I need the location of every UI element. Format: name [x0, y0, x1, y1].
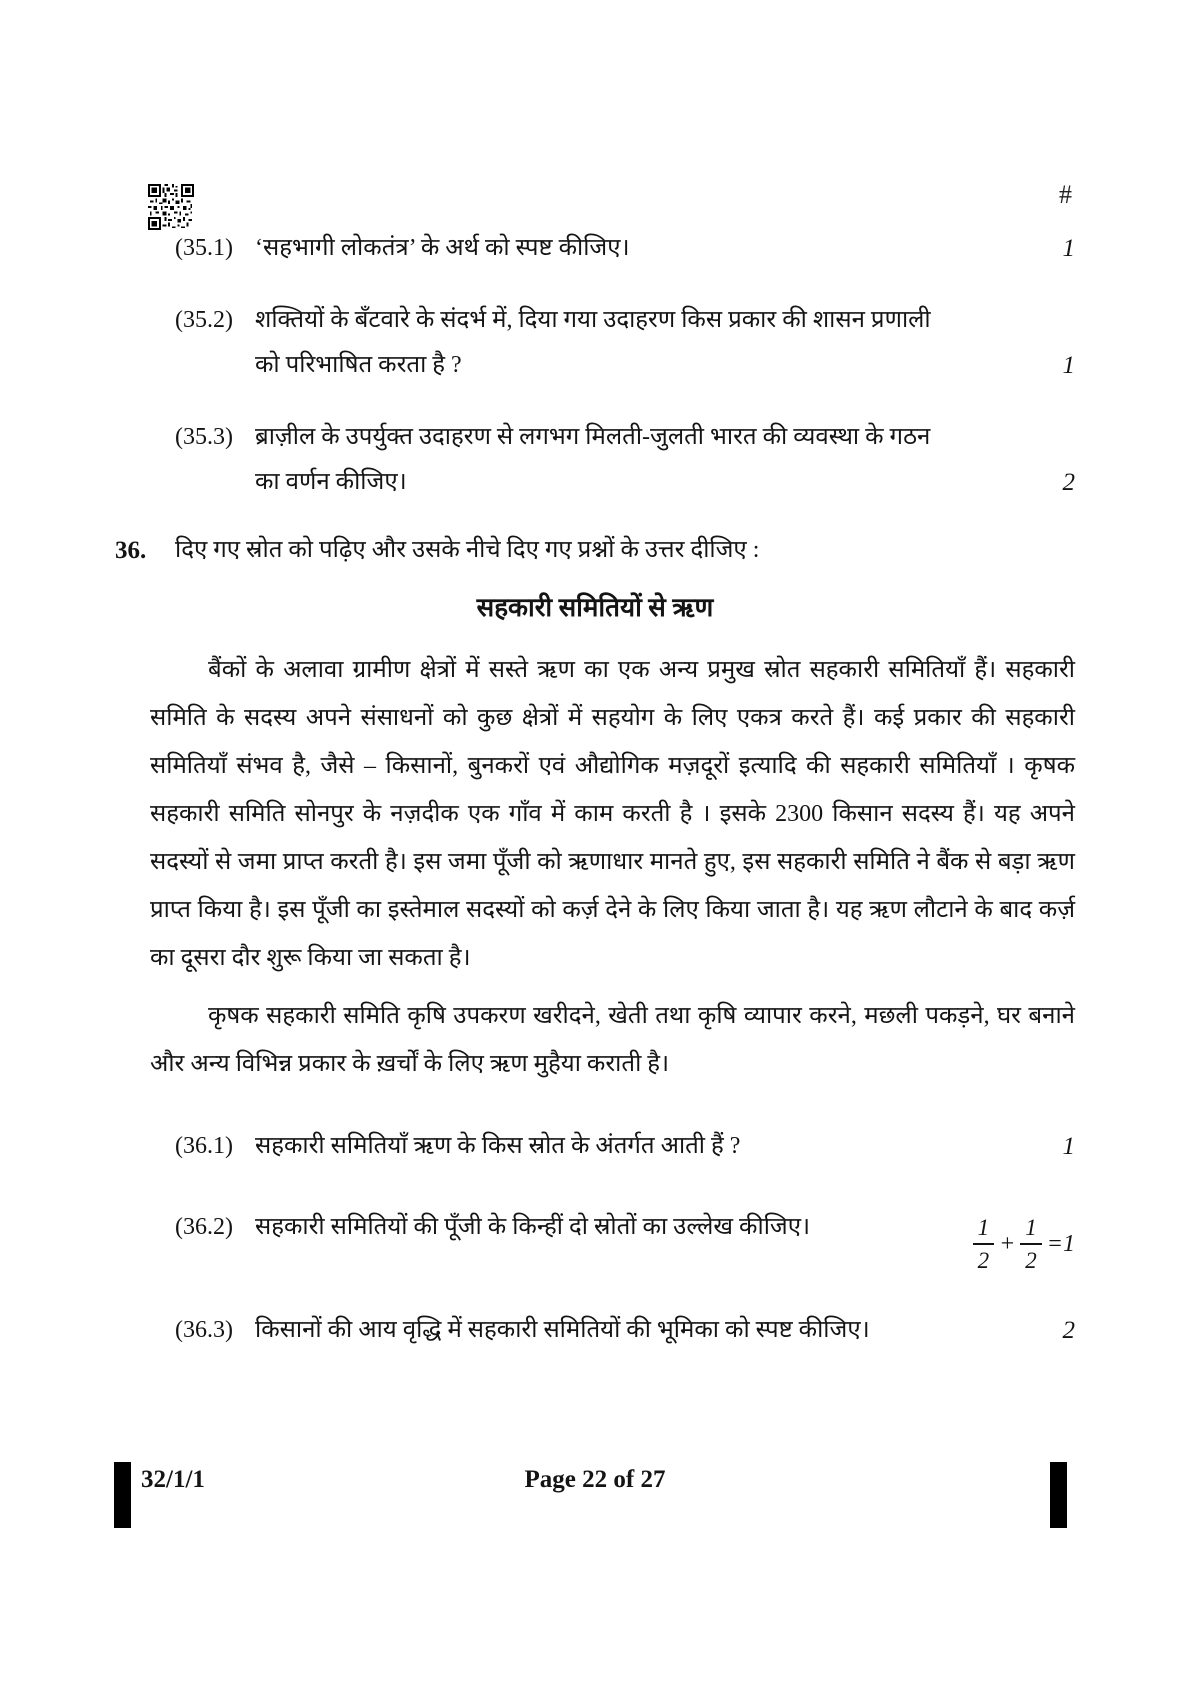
- question-36-1: [175, 1124, 1075, 1169]
- passage-paragraph: बैंकों के अलावा ग्रामीण क्षेत्रों में सस्ते ऋण का एक अन्य प्रमुख स्रोत सहकारी समितियाँ हैं। सहकारी समिति के सदस्य अपने संसाधनों को कुछ क्षेत्रों में सहयोग के लिए एकत्र करते हैं। कई प्रकार की सहकारी समितियाँ संभव है, जैसे – किसानों, बुनकरों एवं औद्योगिक मज़दूरों इत्यादि की सहकारी समितियाँ । कृषक सहकारी समिति सोनपुर के नज़दीक एक गाँव में काम करती है । इसके 2300 किसान सदस्य हैं। यह अपने सदस्यों से जमा प्राप्त करती है। इस जमा पूँजी को ऋणाधार मानते हुए, इस सहकारी समिति ने बैंक से बड़ा ऋण प्राप्त किया है। इस पूँजी का इस्तेमाल सदस्यों को कर्ज़ देने के लिए किया जाता है। यह ऋण लौटाने के बाद कर्ज़ का दूसरा दौर शुरू किया जा सकता है।: [150, 657, 1075, 971]
- paper-code: 32/1/1: [141, 1466, 205, 1493]
- marks-value: 2: [1062, 1317, 1075, 1344]
- question-35-3: [175, 415, 1075, 505]
- equals-result: =1: [1046, 1230, 1075, 1257]
- fraction-one-half: [1020, 1216, 1042, 1272]
- question-text: ‘सहभागी लोकतंत्र’ के अर्थ को स्पष्ट कीजिए।: [255, 235, 630, 261]
- qr-code-icon: [148, 184, 194, 230]
- question-text: सहकारी समितियों की पूँजी के किन्हीं दो स्रोतों का उल्लेख कीजिए।: [255, 1214, 811, 1240]
- question-number: (36.3): [175, 1317, 233, 1343]
- question-number: (35.1): [175, 235, 233, 261]
- footer-right-bar: [1050, 1462, 1067, 1528]
- question-number: (36.1): [175, 1133, 233, 1159]
- source-passage: [150, 646, 1075, 1088]
- qr-code-graphic: [148, 184, 194, 230]
- question-text: सहकारी समितियाँ ऋण के किस स्रोत के अंतर्गत आती हैं ?: [255, 1133, 741, 1159]
- question-36-2: [175, 1205, 1075, 1272]
- question-text: ब्राज़ील के उपर्युक्त उदाहरण से लगभग मिलती-जुलती भारत की व्यवस्था के गठन का वर्णन कीजिए।: [255, 424, 931, 495]
- question-intro-text: दिए गए स्रोत को पढ़िए और उसके नीचे दिए गए प्रश्नों के उत्तर दीजिए :: [175, 537, 760, 563]
- marks-value: 1: [1062, 352, 1075, 379]
- marks-value: 2: [1062, 469, 1075, 496]
- page-number-label: Page 22 of 27: [524, 1466, 666, 1493]
- fraction-denominator: 2: [977, 1248, 990, 1273]
- source-title: सहकारी समितियों से ऋण: [476, 593, 714, 622]
- question-number: (35.3): [175, 424, 233, 450]
- fraction-numerator: 1: [973, 1216, 995, 1245]
- question-36-parts: [175, 1124, 1075, 1353]
- fraction-one-half: [973, 1216, 995, 1272]
- question-number: (35.2): [175, 307, 233, 333]
- fraction-denominator: 2: [1025, 1248, 1037, 1273]
- plus-operator: +: [999, 1230, 1016, 1257]
- question-text: शक्तियों के बँटवारे के संदर्भ में, दिया गया उदाहरण किस प्रकार की शासन प्रणाली को परिभाषित करता है ?: [255, 307, 931, 378]
- question-36-intro: [115, 528, 1075, 573]
- question-text: किसानों की आय वृद्धि में सहकारी समितियों की भूमिका को स्पष्ट कीजिए।: [255, 1317, 870, 1343]
- marks-fraction-expression: [973, 1216, 1075, 1272]
- question-36-3: [175, 1308, 1075, 1353]
- marks-value: 1: [1062, 1133, 1075, 1160]
- question-35-parts: [175, 226, 1075, 505]
- passage-paragraph: कृषक सहकारी समिति कृषि उपकरण खरीदने, खेती तथा कृषि व्यापार करने, मछली पकड़ने, घर बनाने और अन्य विभिन्न प्रकार के ख़र्चों के लिए ऋण मुहैया कराती है।: [150, 1003, 1075, 1077]
- marks-expression: [973, 1205, 1075, 1272]
- question-35-1: [175, 226, 1075, 271]
- question-36: [115, 528, 1075, 1389]
- question-number: (36.2): [175, 1214, 233, 1240]
- question-number: 36.: [115, 537, 147, 564]
- corner-hash-mark: #: [1059, 180, 1072, 209]
- fraction-numerator: 1: [1020, 1216, 1042, 1245]
- question-35-2: [175, 298, 1075, 388]
- marks-value: 1: [1062, 235, 1075, 262]
